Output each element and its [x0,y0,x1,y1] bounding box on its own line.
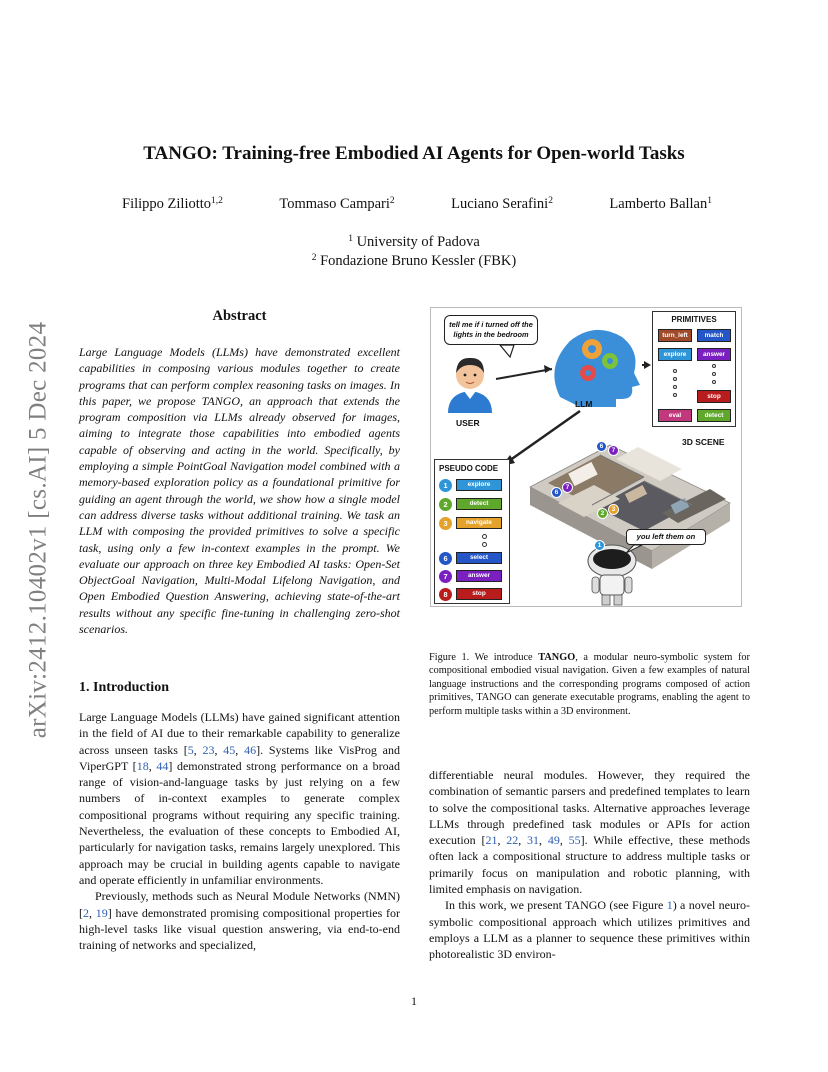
body-column-left [79,709,400,953]
step-number: 3 [439,517,452,530]
step-number: 1 [439,479,452,492]
author: Luciano Serafini$^2$ [451,196,553,212]
step-chip: detect [456,498,502,510]
citation-link[interactable]: 21 [485,833,498,848]
user-speech-bubble: tell me if i turned off the lights in the bedroom [444,315,538,345]
affiliation: $^1$ University of Padova [348,234,480,250]
ellipsis-dot [712,380,716,384]
citation-link[interactable]: 18 [136,758,149,773]
citation-link[interactable]: 22 [506,833,519,848]
author: Filippo Ziliotto$^{1,2}$ [122,196,223,212]
citation-link[interactable]: 44 [156,758,169,773]
abstract-text: Large Language Models (LLMs) have demonstrated excellent capabilities in composing various modules together to create programs that can perform complex reasoning tasks on images. In this paper, we propose TANGO, an approach that extends the program composition via LLMs already observed for images, aiming to integrate those capabilities into embodied agents capable of observing and acting in the world. Specifically, by employing a simple PointGoal Navigation model combined with a memory-based exploration policy as a foundational primitive for guiding an agent through the world, we show how a single model can address diverse tasks without additional training. We task an LLM with composing the provided primitives to solve a specific task, using only a few in-context examples in the prompt. We evaluate our approach on three key Embodied AI tasks: Open-Set ObjectGoal Navigation, Multi-Modal Lifelong Navigation, and Open Embodied Question Answering, achieving state-of-the-art results without any specific fine-tuning in challenging zero-shot scenarios. [79,345,400,637]
pseudo-code-step [439,478,502,492]
primitive-chip: turn_left [658,329,692,342]
ellipsis-dot [482,534,487,539]
affiliation: $^2$ Fondazione Bruno Kessler (FBK) [311,253,517,269]
ellipsis-dot [673,393,677,397]
citation-link[interactable]: 46 [244,742,257,757]
citation-link[interactable]: 2 [83,905,89,920]
primitives-title: PRIMITIVES [671,315,717,324]
citation-link[interactable]: 45 [223,742,236,757]
pseudo-code-step [439,551,502,565]
author-list [122,196,712,213]
figure-1 [430,307,742,607]
paragraph: differentiable neural modules. However, they required the combination of semantic parsers and predefined templates to learn to solve the compositional tasks. Alternative approaches leverage LLMs through predefined task modules or APIs for action execution [21, 22, 31, 49, 55]. While effective, these methods often lack a compositional structure to address multiple tasks or primarily focus on manipulation and robotic planning, with limited emphasis on navigation. [429,768,750,897]
body-column-right [429,767,750,963]
citation-link[interactable]: 23 [202,742,215,757]
scene-step-badge: 7 [562,482,573,493]
paragraph: Large Language Models (LLMs) have gained significant attention in the field of AI due to their remarkable capability to generalize across unseen tasks [5, 23, 45, 46]. Systems like VisProg and ViperGPT [18, 44] demonstrated strong performance on a broad range of vision-and-language tasks by just relying on a few numbers of in-context examples to generate complex compositional programs without requiring any specific training. Nevertheless, the evaluation of these concepts to Embodied AI, particularly for navigation tasks, remains largely unexplored. This approach may be crucial in building agents capable to navigate and operate efficiently in unfamiliar environments. [79,710,401,887]
scene-step-badge: 1 [594,540,605,551]
page-number: 1 [411,994,417,1008]
step-number: 7 [439,570,452,583]
pseudo-code-step [439,587,502,601]
ellipsis-dot [673,377,677,381]
primitive-chip: explore [658,348,692,361]
scene-step-badge: 2 [597,508,608,519]
citation-link[interactable]: 5 [187,742,194,757]
ellipsis-dot [712,364,716,368]
arxiv-stamp: arXiv:2412.10402v1 [cs.AI] 5 Dec 2024 [24,321,52,739]
citation-link[interactable]: 31 [527,833,540,848]
step-number: 2 [439,498,452,511]
citation-link[interactable]: 55 [568,833,581,848]
pseudo-code-step [439,516,502,530]
paragraph: In this work, we present TANGO (see Figure 1) a novel neuro-symbolic compositional approach which utilizes primitives and employs a LLM as a planner to sequence these primitives within photorealistic 3D environ- [429,898,750,962]
step-chip: navigate [456,517,502,529]
author: Lamberto Ballan$^1$ [609,196,712,212]
citation-link[interactable]: 49 [547,833,560,848]
figure-caption: Figure 1. We introduce TANGO, a modular neuro-symbolic system for compositional embodied visual navigation. Given a few examples of natural language instructions and the corresponding programs composed of action primitives, TANGO can generate executable programs, enabling the agent to perform multiple tasks within a 3D environment. [429,652,750,717]
primitive-chip: stop [697,390,731,403]
abstract-heading: Abstract [212,308,267,324]
ellipsis-dot [673,385,677,389]
pseudo-code-step [439,497,502,511]
pseudo-code-step [439,569,502,583]
scene-step-badge: 6 [596,441,607,452]
primitive-chip: eval [658,409,692,422]
figure-link[interactable]: 1 [666,898,673,913]
author: Tommaso Campari$^2$ [279,196,395,212]
step-chip: answer [456,570,502,582]
ellipsis-dot [673,369,677,373]
step-chip: explore [456,479,502,491]
robot-speech-bubble: you left them on [626,529,706,545]
step-chip: stop [456,588,502,600]
primitive-chip: match [697,329,731,342]
pseudo-code-panel [434,459,510,604]
primitive-chip: answer [697,348,731,361]
step-number: 6 [439,552,452,565]
llm-label: LLM [575,399,593,409]
user-label: USER [456,418,480,428]
scene-step-badge: 3 [608,504,619,515]
paragraph: Previously, methods such as Neural Module Networks (NMN) [2, 19] have demonstrated promising compositional properties for high-level tasks like visual question answering, via end-to-end training of networks and specialized, [79,889,401,953]
paper-title: TANGO: Training-free Embodied AI Agents for Open-world Tasks [143,143,685,164]
ellipsis-dot [482,542,487,547]
scene-step-badge: 7 [608,445,619,456]
pseudo-code-title: PSEUDO CODE [439,464,499,473]
step-number: 8 [439,588,452,601]
primitive-chip: detect [697,409,731,422]
primitives-panel [652,311,736,427]
section-heading: 1. Introduction [79,680,169,695]
ellipsis-dot [712,372,716,376]
citation-link[interactable]: 19 [95,905,108,920]
scene-step-badge: 6 [551,487,562,498]
scene-label: 3D SCENE [682,437,725,447]
step-chip: select [456,552,502,564]
